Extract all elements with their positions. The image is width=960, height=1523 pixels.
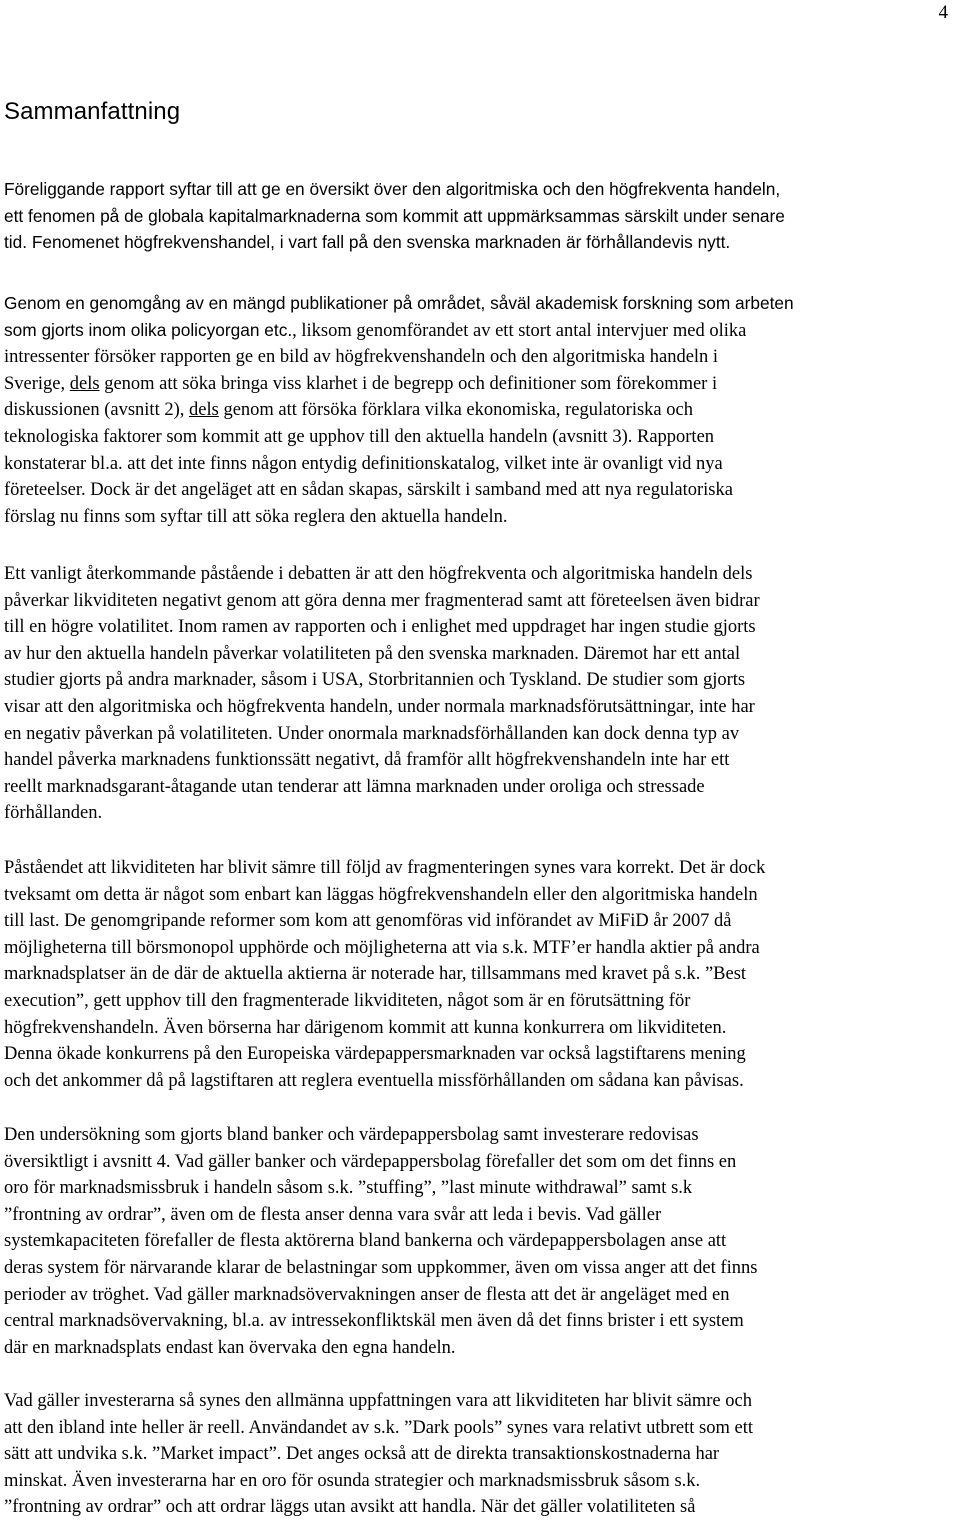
text-line: ”frontning av ordrar”, även om de flesta anser denna vara svår att leda i bevis. Vad gäller — [4, 1204, 662, 1225]
text-line: tveksamt om detta är något som enbart kan läggas högfrekvenshandeln eller den algoritmiska handeln — [4, 884, 758, 905]
text-line: möjligheterna till börsmonopol upphörde och möjligheterna att via s.k. MTF’er handla aktier på andra — [4, 937, 760, 958]
text-line: en negativ påverkan på volatiliteten. Under onormala marknadsförhållanden kan dock denna typ av — [4, 723, 740, 744]
text-line: minskat. Även investerarna har en oro för osunda strategier och marknadsmissbruk såsom s.k. — [4, 1470, 701, 1491]
text-line: till last. De genomgripande reformer som kom att genomföras vid införandet av MiFiD år 2007 då — [4, 911, 732, 932]
text-line: systemkapaciteten förefaller de flesta aktörerna bland bankerna och värdepappersbolagen anse att — [4, 1231, 727, 1252]
text-line: där en marknadsplats endast kan övervaka den egna handeln. — [4, 1337, 456, 1358]
text-line: konstaterar bl.a. att det inte finns någon entydig definitionskatalog, vilket inte är ovanligt vid nya — [4, 453, 723, 474]
text-line: och det ankommer då på lagstiftaren att reglera eventuella missförhållanden om sådana kan påvisas. — [4, 1070, 744, 1091]
text-segment: genom att försöka förklara vilka ekonomiska, regulatoriska och — [218, 400, 693, 421]
text-line: företeelser. Dock är det angeläget att en sådan skapas, särskilt i samband med att nya regulatoriska — [4, 480, 733, 501]
text-line — [4, 371, 956, 398]
text-line: oro för marknadsmissbruk i handeln såsom s.k. ”stuffing”, ”last minute withdrawal” samt s.k — [4, 1178, 693, 1199]
paragraph-intro — [4, 176, 956, 256]
text-segment: Sverige, — [4, 373, 70, 394]
page-number: 4 — [938, 2, 948, 23]
text-segment: genom att söka bringa viss klarhet i de begrepp och definitioner som förekommer i — [99, 373, 718, 394]
text-line: intressenter försöker rapporten ge en bild av högfrekvenshandeln och den algoritmiska handeln i — [4, 347, 719, 368]
paragraph-survey — [4, 1122, 956, 1361]
paragraph-investors — [4, 1388, 956, 1521]
text-line: Föreliggande rapport syftar till att ge en översikt över den algoritmiska och den högfrekventa handeln, — [4, 179, 781, 199]
text-line: perioder av tröghet. Vad gäller marknadsövervakningen anser de flesta att det är angeläget med en — [4, 1284, 730, 1305]
text-line — [4, 397, 956, 424]
text-line: Den undersökning som gjorts bland banker och värdepappersbolag samt investerare redovisas — [4, 1125, 699, 1145]
text-line — [4, 317, 956, 345]
text-line: tid. Fenomenet högfrekvenshandel, i vart fall på den svenska marknaden är förhållandevis nytt. — [4, 232, 731, 253]
underlined-word: dels — [69, 373, 100, 394]
text-line: Vad gäller investerarna så synes den allmänna uppfattningen vara att likviditeten har blivit sämre och — [4, 1391, 752, 1411]
text-line: deras system för närvarande klarar de belastningar som uppkommer, även om vissa anger att det finns — [4, 1257, 758, 1278]
text-line: förslag nu finns som syftar till att söka reglera den aktuella handeln. — [4, 506, 508, 527]
text-line: marknadsplatser än de där de aktuella aktierna är noterade har, tillsammans med kravet på s.k. ”Best — [4, 964, 747, 985]
text-line: Ett vanligt återkommande påstående i debatten är att den högfrekventa och algoritmiska handeln dels — [4, 564, 753, 584]
text-line: påverkar likviditeten negativt genom att göra denna mer fragmenterad samt att företeelsen även bidrar — [4, 590, 760, 611]
text-line: att den ibland inte heller är reell. Användandet av s.k. ”Dark pools” synes vara relativt utbrett som ett — [4, 1417, 754, 1438]
text-line: Genom en genomgång av en mängd publikationer på området, såväl akademisk forskning som arbeten — [4, 293, 794, 313]
text-segment: , liksom genomförandet av ett stort antal intervjuer med olika — [292, 320, 747, 341]
underlined-word: dels — [189, 400, 219, 421]
text-line: teknologiska faktorer som kommit att ge upphov till den aktuella handeln (avsnitt 3). Rapporten — [4, 426, 715, 447]
text-line: förhållanden. — [4, 803, 103, 824]
text-line: till en högre volatilitet. Inom ramen av rapporten och i enlighet med uppdraget har ingen studie gjorts — [4, 617, 756, 638]
text-line: execution”, gett upphov till den fragmenterade likviditeten, något som är en förutsättning för — [4, 990, 691, 1011]
text-line: visar att den algoritmiska och högfrekventa handeln, under normala marknadsförutsättningar, inte har — [4, 696, 755, 717]
text-line: reellt marknadsgarant-åtagande utan tenderar att lämna marknaden under oroliga och stressade — [4, 776, 705, 797]
text-line: central marknadsövervakning, bl.a. av intressekonfliktskäl men även då det finns brister i ett system — [4, 1311, 744, 1332]
paragraph-liquidity — [4, 855, 956, 1094]
text-line: studier gjorts på andra marknader, såsom i USA, Storbritannien och Tyskland. De studier som gjorts — [4, 670, 746, 691]
paragraph-volatility — [4, 561, 956, 827]
page-title: Sammanfattning — [4, 98, 181, 125]
text-line: sätt att undvika s.k. ”Market impact”. Det anges också att de direkta transaktionskostnaderna har — [4, 1444, 720, 1465]
text-line: ”frontning av ordrar” och att ordrar läggs utan avsikt att handla. När det gäller volatiliteten så — [4, 1497, 696, 1518]
paragraph-method — [4, 290, 956, 530]
text-line: ett fenomen på de globala kapitalmarknaderna som kommit att uppmärksammas särskilt under senare — [4, 205, 785, 226]
text-line: handel påverka marknadens funktionssätt negativt, då framför allt högfrekvenshandeln inte har ett — [4, 750, 730, 771]
text-segment: som gjorts inom olika policyorgan etc. — [4, 319, 293, 340]
text-line: Denna ökade konkurrens på den Europeiska värdepappersmarknaden var också lagstiftarens mening — [4, 1044, 746, 1065]
text-segment: diskussionen (avsnitt 2), — [4, 400, 189, 421]
text-line: översiktligt i avsnitt 4. Vad gäller banker och värdepappersbolag förefaller det som om det finns en — [4, 1151, 737, 1172]
text-line: av hur den aktuella handeln påverkar volatiliteten på den svenska marknaden. Däremot har ett antal — [4, 643, 741, 664]
text-line: högfrekvenshandeln. Även börserna har därigenom kommit att kunna konkurrera om likviditeten. — [4, 1017, 727, 1038]
text-line: Påståendet att likviditeten har blivit sämre till följd av fragmenteringen synes vara korrekt. Det är dock — [4, 858, 766, 878]
